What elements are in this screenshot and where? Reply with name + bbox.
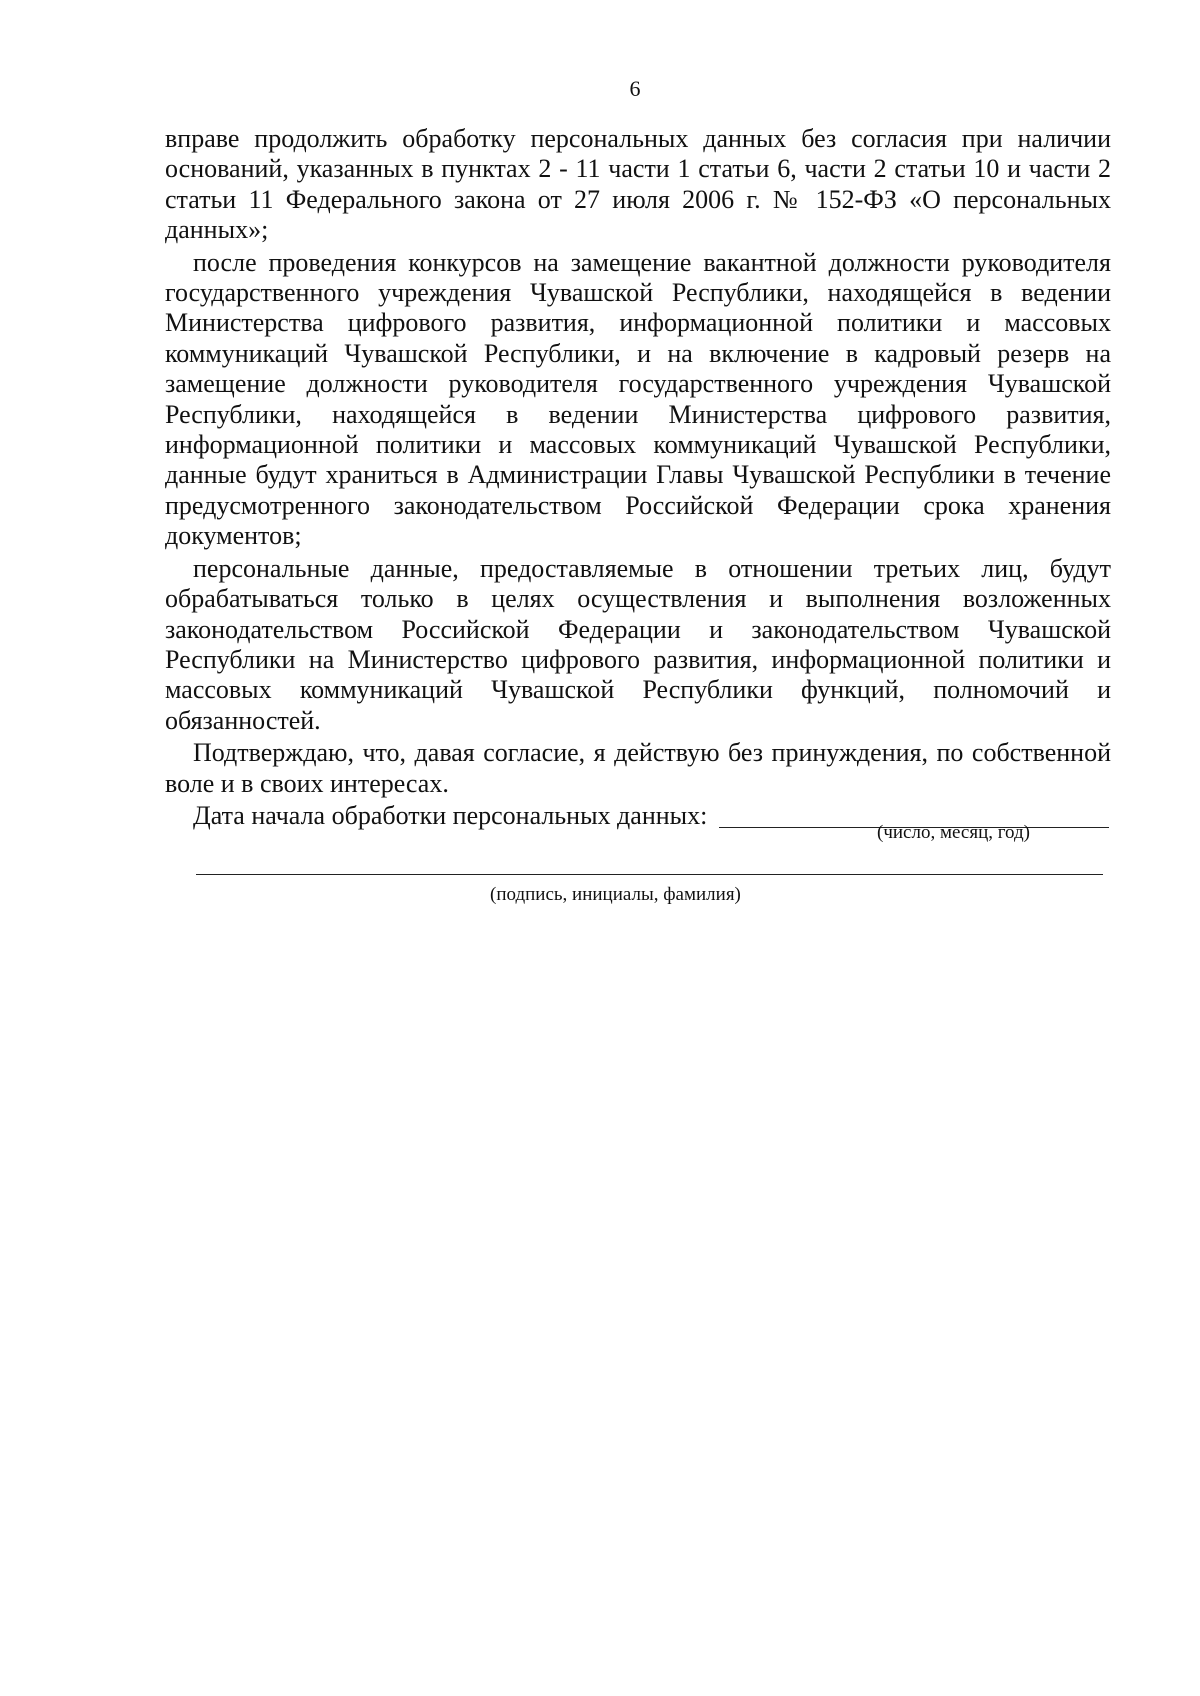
paragraph-data-storage: после проведения конкурсов на замещение вакантной должности руководителя государственного учреждения Чувашской Республики, находящейся в ведении Министерства цифрового развития, информационной политики и массовых коммуникаций Чувашской Республики, и на включение в кадровый резерв на замещение должности руководителя государственного учреждения Чувашской Республики, находящейся в ведении Министерства цифрового развития, информационной политики и массовых коммуникаций Чувашской Республики, данные будут храниться в Администрации Главы Чувашской Республики в течение предусмотренного законодательством Российской Федерации срока хранения документов; [165,247,1111,551]
paragraph-third-party-data: персональные данные, предоставляемые в отношении третьих лиц, будут обрабатываться только в целях осуществления и выполнения возложенных законодательством Российской Федерации и законодательством Чувашской Республики на Министерство цифрового развития, информационной политики и массовых коммуникаций Чувашской Республики функций, полномочий и обязанностей. [165,553,1111,735]
page-number: 6 [629,76,641,101]
document-body [165,124,1111,831]
paragraph-processing-without-consent: вправе продолжить обработку персональных данных без согласия при наличии оснований, указанных в пунктах 2 - 11 части 1 статьи 6, части 2 статьи 10 и части 2 статьи 11 Федерального закона от 27 июля 2006 г. № 152-ФЗ «О персональных данных»; [165,124,1111,245]
signature-caption: (подпись, инициалы, фамилия) [490,884,741,905]
paragraph-confirmation: Подтверждаю, что, давая согласие, я действую без принуждения, по собственной воле и в своих интересах. [165,738,1111,798]
signature-field-line[interactable] [196,874,1103,875]
date-label: Дата начала обработки персональных данных: [193,800,708,830]
date-caption: (число, месяц, год) [877,822,1031,843]
